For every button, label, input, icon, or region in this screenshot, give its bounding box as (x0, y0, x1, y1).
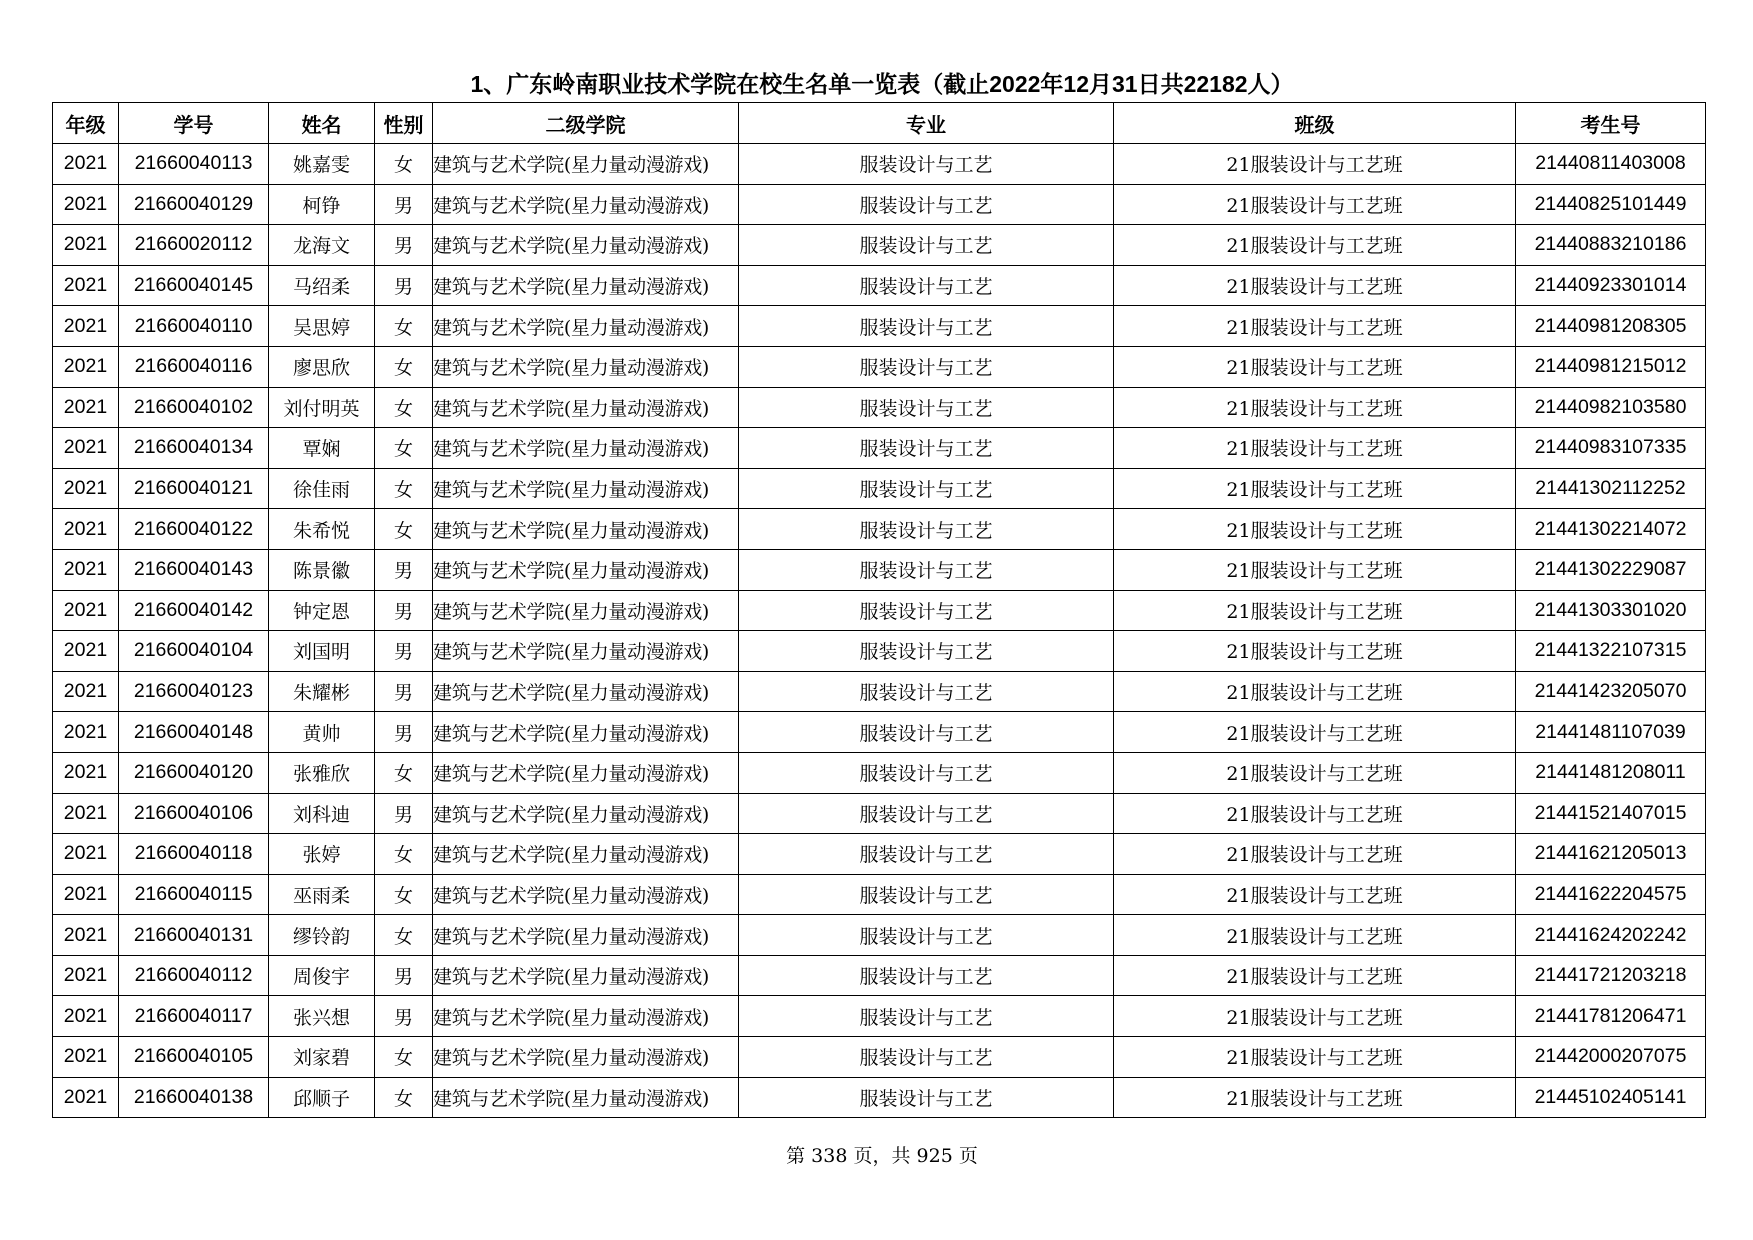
cell-exam-id: 21441622204575 (1516, 874, 1706, 915)
cell-class: 21服装设计与工艺班 (1114, 549, 1516, 590)
cell-class: 21服装设计与工艺班 (1114, 834, 1516, 875)
cell-grade: 2021 (53, 834, 119, 875)
table-row (53, 387, 1706, 428)
cell-name: 张兴想 (269, 996, 375, 1037)
cell-student-id: 21660040123 (119, 671, 269, 712)
cell-major: 服装设计与工艺 (739, 874, 1114, 915)
cell-exam-id: 21441322107315 (1516, 631, 1706, 672)
table-row (53, 793, 1706, 834)
cell-name: 吴思婷 (269, 306, 375, 347)
cell-major: 服装设计与工艺 (739, 144, 1114, 185)
cell-name: 邱顺子 (269, 1077, 375, 1118)
cell-major: 服装设计与工艺 (739, 1037, 1114, 1078)
cell-student-id: 21660040118 (119, 834, 269, 875)
header-name: 姓名 (269, 103, 375, 144)
cell-exam-id: 21441423205070 (1516, 671, 1706, 712)
cell-gender: 女 (375, 387, 433, 428)
cell-name: 巫雨柔 (269, 874, 375, 915)
table-row (53, 468, 1706, 509)
cell-grade: 2021 (53, 915, 119, 956)
cell-major: 服装设计与工艺 (739, 387, 1114, 428)
cell-college: 建筑与艺术学院(星力量动漫游戏) (433, 346, 739, 387)
cell-exam-id: 21442000207075 (1516, 1037, 1706, 1078)
table-row (53, 1037, 1706, 1078)
cell-name: 朱希悦 (269, 509, 375, 550)
cell-college: 建筑与艺术学院(星力量动漫游戏) (433, 590, 739, 631)
cell-student-id: 21660040117 (119, 996, 269, 1037)
cell-exam-id: 21441302112252 (1516, 468, 1706, 509)
cell-name: 黄帅 (269, 712, 375, 753)
cell-grade: 2021 (53, 387, 119, 428)
cell-gender: 女 (375, 144, 433, 185)
cell-major: 服装设计与工艺 (739, 996, 1114, 1037)
cell-college: 建筑与艺术学院(星力量动漫游戏) (433, 874, 739, 915)
cell-student-id: 21660040131 (119, 915, 269, 956)
cell-grade: 2021 (53, 793, 119, 834)
cell-student-id: 21660040138 (119, 1077, 269, 1118)
cell-exam-id: 21440982103580 (1516, 387, 1706, 428)
cell-name: 缪铃韵 (269, 915, 375, 956)
page-footer: 第 338 页，共 925 页 (786, 1145, 978, 1167)
cell-gender: 女 (375, 468, 433, 509)
cell-name: 廖思欣 (269, 346, 375, 387)
cell-gender: 女 (375, 752, 433, 793)
cell-college: 建筑与艺术学院(星力量动漫游戏) (433, 468, 739, 509)
cell-student-id: 21660040148 (119, 712, 269, 753)
cell-college: 建筑与艺术学院(星力量动漫游戏) (433, 712, 739, 753)
cell-exam-id: 21440825101449 (1516, 184, 1706, 225)
cell-exam-id: 21441481107039 (1516, 712, 1706, 753)
table-row (53, 955, 1706, 996)
cell-class: 21服装设计与工艺班 (1114, 265, 1516, 306)
cell-student-id: 21660040102 (119, 387, 269, 428)
cell-gender: 女 (375, 874, 433, 915)
cell-major: 服装设计与工艺 (739, 834, 1114, 875)
table-row (53, 509, 1706, 550)
cell-major: 服装设计与工艺 (739, 712, 1114, 753)
cell-grade: 2021 (53, 306, 119, 347)
cell-student-id: 21660040110 (119, 306, 269, 347)
table-row (53, 915, 1706, 956)
cell-major: 服装设计与工艺 (739, 590, 1114, 631)
cell-class: 21服装设计与工艺班 (1114, 225, 1516, 266)
cell-major: 服装设计与工艺 (739, 509, 1114, 550)
table-row (53, 712, 1706, 753)
cell-class: 21服装设计与工艺班 (1114, 509, 1516, 550)
cell-gender: 女 (375, 915, 433, 956)
cell-major: 服装设计与工艺 (739, 915, 1114, 956)
cell-major: 服装设计与工艺 (739, 306, 1114, 347)
cell-college: 建筑与艺术学院(星力量动漫游戏) (433, 428, 739, 469)
cell-name: 陈景徽 (269, 549, 375, 590)
cell-grade: 2021 (53, 346, 119, 387)
cell-student-id: 21660040112 (119, 955, 269, 996)
cell-major: 服装设计与工艺 (739, 671, 1114, 712)
cell-exam-id: 21441302214072 (1516, 509, 1706, 550)
cell-name: 姚嘉雯 (269, 144, 375, 185)
table-row (53, 306, 1706, 347)
cell-major: 服装设计与工艺 (739, 549, 1114, 590)
cell-name: 朱耀彬 (269, 671, 375, 712)
table-row (53, 184, 1706, 225)
cell-gender: 男 (375, 225, 433, 266)
cell-gender: 女 (375, 834, 433, 875)
cell-college: 建筑与艺术学院(星力量动漫游戏) (433, 793, 739, 834)
cell-student-id: 21660040115 (119, 874, 269, 915)
cell-major: 服装设计与工艺 (739, 793, 1114, 834)
cell-name: 刘家碧 (269, 1037, 375, 1078)
cell-gender: 男 (375, 996, 433, 1037)
cell-student-id: 21660040113 (119, 144, 269, 185)
cell-name: 马绍柔 (269, 265, 375, 306)
table-row (53, 346, 1706, 387)
cell-student-id: 21660040105 (119, 1037, 269, 1078)
cell-student-id: 21660040104 (119, 631, 269, 672)
cell-exam-id: 21441303301020 (1516, 590, 1706, 631)
cell-gender: 女 (375, 306, 433, 347)
cell-grade: 2021 (53, 184, 119, 225)
cell-name: 钟定恩 (269, 590, 375, 631)
cell-grade: 2021 (53, 874, 119, 915)
table-body (53, 144, 1706, 1118)
table-header-row (53, 103, 1706, 144)
table-row (53, 996, 1706, 1037)
cell-grade: 2021 (53, 712, 119, 753)
cell-college: 建筑与艺术学院(星力量动漫游戏) (433, 631, 739, 672)
cell-college: 建筑与艺术学院(星力量动漫游戏) (433, 265, 739, 306)
table-row (53, 1077, 1706, 1118)
cell-grade: 2021 (53, 1077, 119, 1118)
header-gender: 性别 (375, 103, 433, 144)
cell-exam-id: 21441624202242 (1516, 915, 1706, 956)
cell-gender: 男 (375, 712, 433, 753)
cell-name: 柯铮 (269, 184, 375, 225)
cell-name: 龙海文 (269, 225, 375, 266)
cell-class: 21服装设计与工艺班 (1114, 874, 1516, 915)
cell-grade: 2021 (53, 225, 119, 266)
cell-grade: 2021 (53, 631, 119, 672)
cell-exam-id: 21441721203218 (1516, 955, 1706, 996)
cell-gender: 女 (375, 1037, 433, 1078)
cell-major: 服装设计与工艺 (739, 428, 1114, 469)
cell-class: 21服装设计与工艺班 (1114, 793, 1516, 834)
table-row (53, 225, 1706, 266)
cell-college: 建筑与艺术学院(星力量动漫游戏) (433, 184, 739, 225)
cell-major: 服装设计与工艺 (739, 346, 1114, 387)
cell-exam-id: 21441481208011 (1516, 752, 1706, 793)
cell-grade: 2021 (53, 428, 119, 469)
cell-name: 张雅欣 (269, 752, 375, 793)
cell-college: 建筑与艺术学院(星力量动漫游戏) (433, 1037, 739, 1078)
cell-major: 服装设计与工艺 (739, 955, 1114, 996)
cell-college: 建筑与艺术学院(星力量动漫游戏) (433, 996, 739, 1037)
cell-gender: 男 (375, 631, 433, 672)
cell-grade: 2021 (53, 265, 119, 306)
cell-college: 建筑与艺术学院(星力量动漫游戏) (433, 387, 739, 428)
cell-college: 建筑与艺术学院(星力量动漫游戏) (433, 144, 739, 185)
cell-class: 21服装设计与工艺班 (1114, 306, 1516, 347)
cell-student-id: 21660040120 (119, 752, 269, 793)
cell-gender: 女 (375, 428, 433, 469)
cell-class: 21服装设计与工艺班 (1114, 752, 1516, 793)
cell-exam-id: 21440981208305 (1516, 306, 1706, 347)
cell-exam-id: 21440811403008 (1516, 144, 1706, 185)
cell-college: 建筑与艺术学院(星力量动漫游戏) (433, 955, 739, 996)
cell-major: 服装设计与工艺 (739, 184, 1114, 225)
cell-college: 建筑与艺术学院(星力量动漫游戏) (433, 915, 739, 956)
cell-name: 刘科迪 (269, 793, 375, 834)
cell-exam-id: 21441521407015 (1516, 793, 1706, 834)
header-college: 二级学院 (433, 103, 739, 144)
cell-major: 服装设计与工艺 (739, 225, 1114, 266)
table-row (53, 752, 1706, 793)
cell-name: 张婷 (269, 834, 375, 875)
cell-exam-id: 21440923301014 (1516, 265, 1706, 306)
cell-grade: 2021 (53, 955, 119, 996)
cell-gender: 女 (375, 346, 433, 387)
cell-student-id: 21660040106 (119, 793, 269, 834)
header-class: 班级 (1114, 103, 1516, 144)
cell-gender: 男 (375, 955, 433, 996)
cell-exam-id: 21440983107335 (1516, 428, 1706, 469)
cell-college: 建筑与艺术学院(星力量动漫游戏) (433, 671, 739, 712)
table-row (53, 428, 1706, 469)
cell-student-id: 21660020112 (119, 225, 269, 266)
cell-student-id: 21660040142 (119, 590, 269, 631)
cell-grade: 2021 (53, 1037, 119, 1078)
cell-name: 徐佳雨 (269, 468, 375, 509)
cell-grade: 2021 (53, 752, 119, 793)
cell-grade: 2021 (53, 549, 119, 590)
cell-exam-id: 21440981215012 (1516, 346, 1706, 387)
cell-exam-id: 21445102405141 (1516, 1077, 1706, 1118)
cell-student-id: 21660040143 (119, 549, 269, 590)
cell-exam-id: 21440883210186 (1516, 225, 1706, 266)
cell-gender: 女 (375, 1077, 433, 1118)
cell-major: 服装设计与工艺 (739, 631, 1114, 672)
cell-gender: 男 (375, 265, 433, 306)
table-row (53, 265, 1706, 306)
cell-college: 建筑与艺术学院(星力量动漫游戏) (433, 509, 739, 550)
cell-gender: 男 (375, 793, 433, 834)
table-row (53, 834, 1706, 875)
cell-class: 21服装设计与工艺班 (1114, 955, 1516, 996)
table-row (53, 590, 1706, 631)
cell-exam-id: 21441781206471 (1516, 996, 1706, 1037)
header-major: 专业 (739, 103, 1114, 144)
cell-class: 21服装设计与工艺班 (1114, 144, 1516, 185)
cell-grade: 2021 (53, 509, 119, 550)
cell-exam-id: 21441621205013 (1516, 834, 1706, 875)
table-row (53, 631, 1706, 672)
cell-student-id: 21660040122 (119, 509, 269, 550)
cell-class: 21服装设计与工艺班 (1114, 1037, 1516, 1078)
cell-college: 建筑与艺术学院(星力量动漫游戏) (433, 306, 739, 347)
cell-gender: 女 (375, 509, 433, 550)
cell-college: 建筑与艺术学院(星力量动漫游戏) (433, 225, 739, 266)
cell-student-id: 21660040121 (119, 468, 269, 509)
cell-student-id: 21660040145 (119, 265, 269, 306)
cell-college: 建筑与艺术学院(星力量动漫游戏) (433, 1077, 739, 1118)
cell-gender: 男 (375, 671, 433, 712)
cell-class: 21服装设计与工艺班 (1114, 631, 1516, 672)
cell-class: 21服装设计与工艺班 (1114, 468, 1516, 509)
cell-class: 21服装设计与工艺班 (1114, 184, 1516, 225)
cell-class: 21服装设计与工艺班 (1114, 915, 1516, 956)
cell-gender: 男 (375, 590, 433, 631)
cell-class: 21服装设计与工艺班 (1114, 996, 1516, 1037)
cell-grade: 2021 (53, 468, 119, 509)
cell-student-id: 21660040116 (119, 346, 269, 387)
cell-grade: 2021 (53, 144, 119, 185)
cell-grade: 2021 (53, 590, 119, 631)
cell-student-id: 21660040134 (119, 428, 269, 469)
cell-name: 周俊宇 (269, 955, 375, 996)
cell-class: 21服装设计与工艺班 (1114, 346, 1516, 387)
cell-major: 服装设计与工艺 (739, 265, 1114, 306)
cell-class: 21服装设计与工艺班 (1114, 428, 1516, 469)
cell-student-id: 21660040129 (119, 184, 269, 225)
cell-major: 服装设计与工艺 (739, 468, 1114, 509)
cell-gender: 男 (375, 184, 433, 225)
cell-major: 服装设计与工艺 (739, 752, 1114, 793)
page-title: 1、广东岭南职业技术学院在校生名单一览表（截止2022年12月31日共22182人） (470, 71, 1294, 97)
table-row (53, 144, 1706, 185)
header-student-id: 学号 (119, 103, 269, 144)
cell-class: 21服装设计与工艺班 (1114, 1077, 1516, 1118)
cell-name: 覃娴 (269, 428, 375, 469)
table-row (53, 549, 1706, 590)
cell-class: 21服装设计与工艺班 (1114, 712, 1516, 753)
cell-college: 建筑与艺术学院(星力量动漫游戏) (433, 549, 739, 590)
student-roster-table (52, 102, 1706, 1118)
cell-grade: 2021 (53, 996, 119, 1037)
header-grade: 年级 (53, 103, 119, 144)
cell-college: 建筑与艺术学院(星力量动漫游戏) (433, 752, 739, 793)
table-row (53, 671, 1706, 712)
cell-exam-id: 21441302229087 (1516, 549, 1706, 590)
cell-name: 刘国明 (269, 631, 375, 672)
cell-class: 21服装设计与工艺班 (1114, 671, 1516, 712)
cell-class: 21服装设计与工艺班 (1114, 590, 1516, 631)
table-row (53, 874, 1706, 915)
cell-class: 21服装设计与工艺班 (1114, 387, 1516, 428)
cell-major: 服装设计与工艺 (739, 1077, 1114, 1118)
cell-grade: 2021 (53, 671, 119, 712)
cell-college: 建筑与艺术学院(星力量动漫游戏) (433, 834, 739, 875)
cell-name: 刘付明英 (269, 387, 375, 428)
header-exam-id: 考生号 (1516, 103, 1706, 144)
cell-gender: 男 (375, 549, 433, 590)
